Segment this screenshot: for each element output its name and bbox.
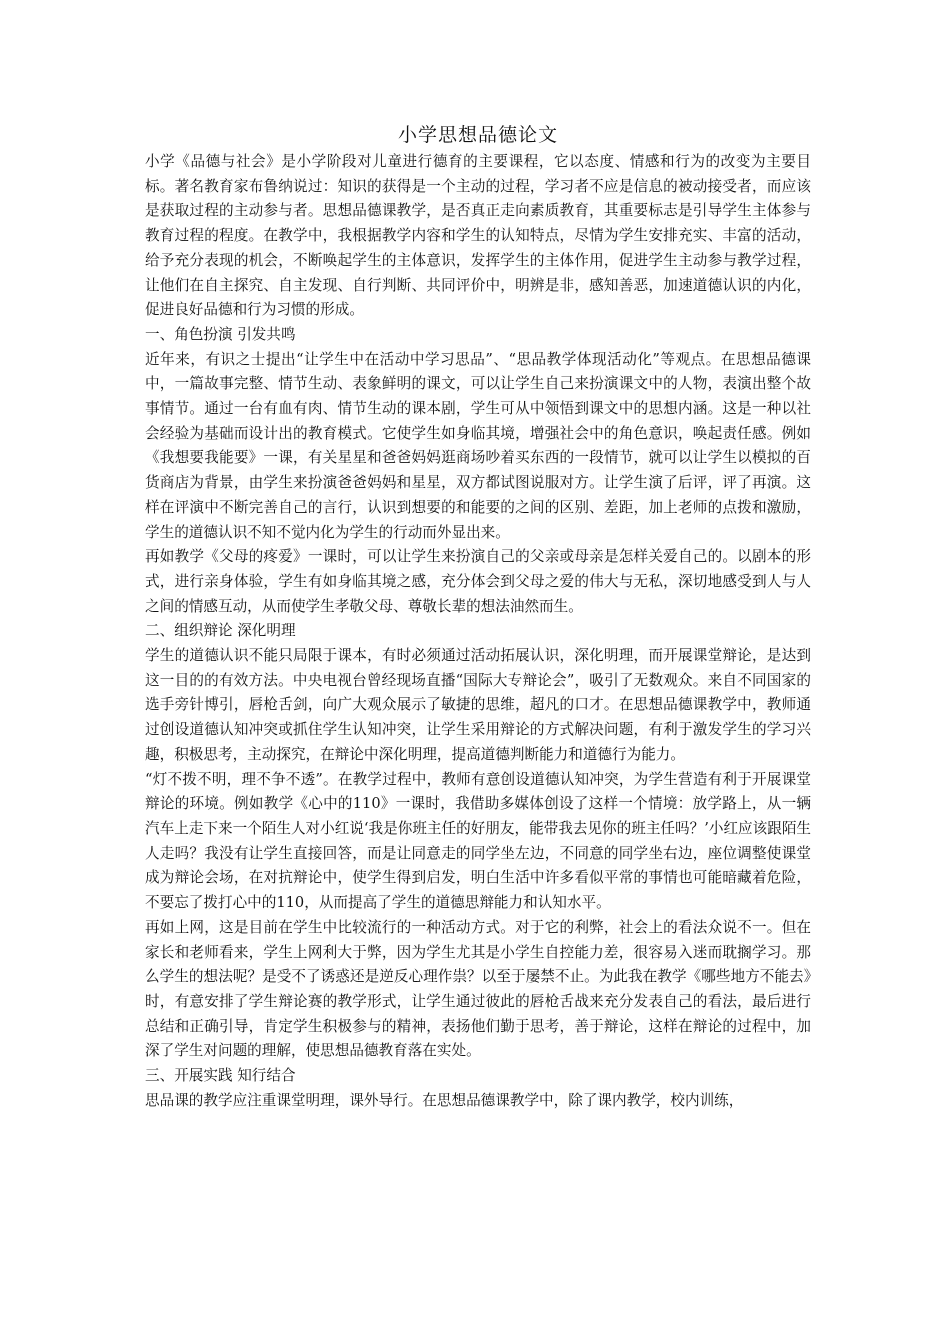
section-heading: 一、角色扮演 引发共鸣	[145, 325, 296, 343]
paragraph: 思品课的教学应注重课堂明理，课外导行。在思想品德课教学中，除了课内教学，校内训练，	[145, 1091, 744, 1109]
paragraph: 学生的道德认识不能只局限于课本，有时必须通过活动拓展认识，深化明理，而开展课堂辩论，是达到这一目的的有效方法。中央电视台曾经现场直播“国际大专辩论会”，吸引了无数观众。来自不同国家的选手旁针博引，唇枪舌剑，向广大观众展示了敏捷的思维，超凡的口才。在思想品德课教学中，教师通过创设道德认知冲突或抓住学生认知冲突，让学生采用辩论的方式解决问题，有利于激发学生的学习兴趣，积极思考，主动探究，在辩论中深化明理，提高道德判断能力和道德行为能力。	[145, 647, 811, 763]
section-heading: 三、开展实践 知行结合	[145, 1067, 296, 1085]
document-body	[145, 150, 811, 1113]
document-page	[145, 120, 811, 1113]
paragraph: 再如上网，这是目前在学生中比较流行的一种活动方式。对于它的利弊，社会上的看法众说不一。但在家长和老师看来，学生上网利大于弊，因为学生尤其是小学生自控能力差，很容易入迷而耽搁学习。那么学生的想法呢？是受不了诱惑还是逆反心理作祟？以至于屡禁不止。为此我在教学《哪些地方不能去》时，有意安排了学生辩论赛的教学形式，让学生通过彼此的唇枪舌战来充分发表自己的看法，最后进行总结和正确引导，肯定学生积极参与的精神，表扬他们勤于思考，善于辩论，这样在辩论的过程中，加深了学生对问题的理解，使思想品德教育落在实处。	[145, 918, 811, 1060]
paragraph: 小学《品德与社会》是小学阶段对儿童进行德育的主要课程，它以态度、情感和行为的改变为主要目标。著名教育家布鲁纳说过：知识的获得是一个主动的过程，学习者不应是信息的被动接受者，而应该是获取过程的主动参与者。思想品德课教学，是否真正走向素质教育，其重要标志是引导学生主体参与教育过程的程度。在教学中，我根据教学内容和学生的认知特点，尽情为学生安排充实、丰富的活动，给予充分表现的机会，不断唤起学生的主体意识，发挥学生的主体作用，促进学生主动参与教学过程，让他们在自主探究、自主发现、自行判断、共同评价中，明辨是非，感知善恶，加速道德认识的内化，促进良好品德和行为习惯的形成。	[145, 153, 811, 319]
paragraph: 再如教学《父母的疼爱》一课时，可以让学生来扮演自己的父亲或母亲是怎样关爱自己的。以剧本的形式，进行亲身体验，学生有如身临其境之感，充分体会到父母之爱的伟大与无私，深切地感受到人与人之间的情感互动，从而使学生孝敬父母、尊敬长辈的想法油然而生。	[145, 548, 811, 615]
document-title: 小学思想品德论文	[397, 124, 558, 146]
paragraph: 近年来，有识之士提出“让学生中在活动中学习思品”、“思品教学体现活动化”等观点。在思想品德课中，一篇故事完整、情节生动、表象鲜明的课文，可以让学生自己来扮演课文中的人物，表演出整个故事情节。通过一台有血有肉、情节生动的课本剧，学生可从中领悟到课文中的思想内涵。这是一种以社会经验为基础而设计出的教育模式。它使学生如身临其境，增强社会中的角色意识，唤起责任感。例如《我想要我能要》一课，有关星星和爸爸妈妈逛商场吵着买东西的一段情节，就可以让学生以模拟的百货商店为背景，由学生来扮演爸爸妈妈和星星，双方都试图说服对方。让学生演了后评，评了再演。这样在评演中不断完善自己的言行，认识到想要的和能要的之间的区别、差距，加上老师的点拨和激励，学生的道德认识不知不觉内化为学生的行动而外显出来。	[145, 350, 811, 541]
section-heading: 二、组织辩论 深化明理	[145, 622, 296, 640]
paragraph: “灯不拨不明，理不争不透”。在教学过程中，教师有意创设道德认知冲突，为学生营造有利于开展课堂辩论的环境。例如教学《心中的110》一课时，我借助多媒体创设了这样一个情境：放学路上，从一辆汽车上走下来一个陌生人对小红说‘我是你班主任的好朋友，能带我去见你的班主任吗？’小红应该跟陌生人走吗？我没有让学生直接回答，而是让同意走的同学坐左边，不同意的同学坐右边，座位调整使课堂成为辩论会场，在对抗辩论中，使学生得到启发，明白生活中许多看似平常的事情也可能暗藏着危险，不要忘了拨打心中的110，从而提高了学生的道德思辩能力和认知水平。	[145, 770, 812, 912]
